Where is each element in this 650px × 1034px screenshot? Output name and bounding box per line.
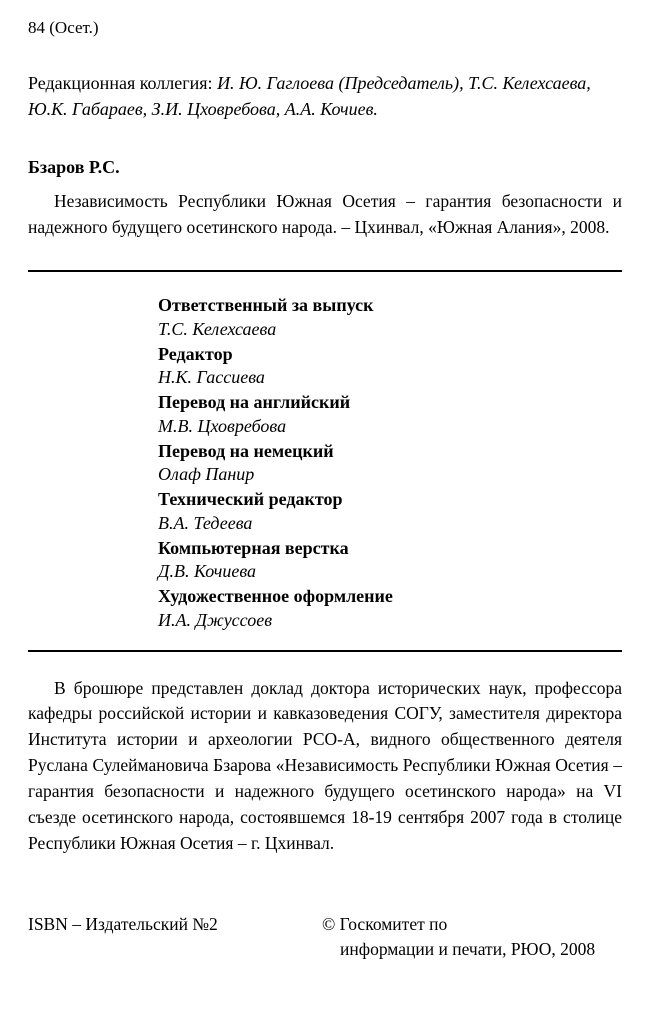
editorial-board-names: И. Ю. Гаглоева (Председатель), Т.С. Келехсаева, Ю.К. Габараев, З.И. Цховребова, А.А. Кочиев. <box>28 73 591 120</box>
copyright-line-2: информации и печати, РЮО, 2008 <box>340 939 596 960</box>
credit-role: Ответственный за выпуск <box>158 295 374 316</box>
credit-person: Д.В. Кочиева <box>158 561 257 582</box>
editorial-board-label: Редакционная коллегия: <box>28 73 213 94</box>
copyright-block <box>314 912 622 963</box>
credit-role: Художественное оформление <box>158 586 393 607</box>
credit-role: Технический редактор <box>158 489 343 510</box>
credit-person: М.В. Цховребова <box>158 415 287 436</box>
isbn-text: ISBN – Издательский №2 <box>28 914 218 934</box>
credit-person: В.А. Тедеева <box>158 512 253 533</box>
credit-person: Н.К. Гассиева <box>158 367 265 388</box>
author-name: Бзаров Р.С. <box>28 156 120 177</box>
bibliographic-description: Независимость Республики Южная Осетия – гарантия безопасности и надежного будущего осетинского народа. – Цхинвал, «Южная Алания», 2008. <box>28 190 622 237</box>
page-content <box>28 18 622 857</box>
credit-role: Перевод на английский <box>158 392 351 413</box>
page-footer <box>28 912 622 963</box>
credit-person: Олаф Панир <box>158 464 255 485</box>
credit-person: И.А. Джуссоев <box>158 609 273 630</box>
credits-list <box>158 272 622 650</box>
udc-code: 84 (Осет.) <box>28 18 99 37</box>
footer-row <box>28 912 622 963</box>
copyright-line-1: © Госкомитет по <box>322 914 448 934</box>
editorial-board <box>28 70 622 122</box>
credit-person: Т.С. Келехсаева <box>158 318 277 339</box>
credit-role: Перевод на немецкий <box>158 440 334 461</box>
credit-role: Редактор <box>158 343 233 364</box>
credit-role: Компьютерная верстка <box>158 537 349 558</box>
abstract-text: В брошюре представлен доклад доктора исторических наук, профессора кафедры российской истории и кавказоведения СОГУ, заместителя директора Института истории и археологии РСО-А, видного общественного деятеля Руслана Сулеймановича Бзарова «Независимость Республики Южная Осетия – гарантия безопасности и надежного будущего осетинского народа» на VI съезде осетинского народа, состоявшемся 18-19 сентября 2007 года в столице Республики Южная Осетия – г. Цхинвал. <box>28 677 622 853</box>
